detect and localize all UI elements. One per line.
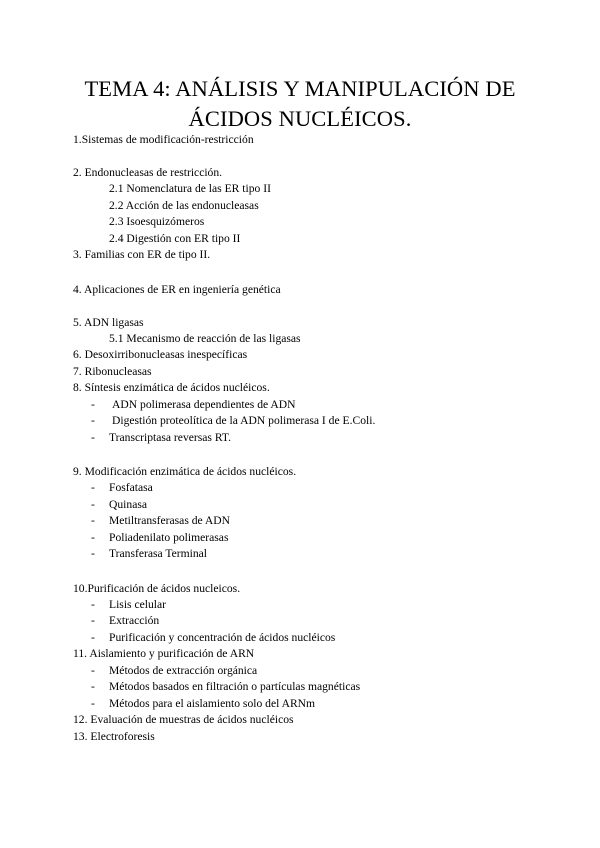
section-10-item: Purificación y concentración de ácidos nucléicos [109,631,336,644]
section-11: 11. Aislamiento y purificación de ARN [73,647,255,660]
section-13: 13. Electroforesis [73,730,155,743]
section-1: 1.Sistemas de modificación-restricción [73,133,254,146]
bullet-dash: - [91,431,95,444]
section-9-item: Metiltransferasas de ADN [109,514,231,527]
section-9-item: Transferasa Terminal [109,547,208,560]
section-8-item: ADN polimerasa dependientes de ADN [112,398,296,411]
section-11-item: Métodos basados en filtración o partículas magnéticas [109,680,361,693]
subsection-2-4: 2.4 Digestión con ER tipo II [109,232,241,245]
section-10: 10.Purificación de ácidos nucleicos. [73,582,241,595]
section-11-item: Métodos para el aislamiento solo del ARNm [109,697,316,710]
section-7: 7. Ribonucleasas [73,365,152,378]
section-8: 8. Síntesis enzimática de ácidos nucléicos. [73,381,270,394]
section-6: 6. Desoxirribonucleasas inespecíficas [73,348,248,361]
section-10-item: Extracción [109,614,160,627]
bullet-dash: - [91,664,95,677]
bullet-dash: - [91,547,95,560]
bullet-dash: - [91,631,95,644]
section-11-item: Métodos de extracción orgánica [109,664,258,677]
bullet-dash: - [91,481,95,494]
subsection-5-1: 5.1 Mecanismo de reacción de las ligasas [109,332,301,345]
section-10-item: Lisis celular [109,598,166,611]
section-4: 4. Aplicaciones de ER en ingeniería genética [73,283,281,296]
subsection-2-1: 2.1 Nomenclatura de las ER tipo II [109,182,271,195]
bullet-dash: - [91,614,95,627]
bullet-dash: - [91,398,95,411]
subsection-2-2: 2.2 Acción de las endonucleasas [109,199,259,212]
bullet-dash: - [91,514,95,527]
section-8-item: Transcriptasa reversas RT. [109,431,231,444]
title-line-1: TEMA 4: ANÁLISIS Y MANIPULACIÓN DE [84,76,516,101]
bullet-dash: - [91,414,95,427]
section-9-item: Quinasa [109,498,147,511]
document-title [0,74,600,134]
subsection-2-3: 2.3 Isoesquizómeros [109,215,205,228]
bullet-dash: - [91,531,95,544]
section-2: 2. Endonucleasas de restricción. [73,166,223,179]
title-line-2: ÁCIDOS NUCLÉICOS. [188,106,412,131]
bullet-dash: - [91,498,95,511]
bullet-dash: - [91,598,95,611]
section-9-item: Poliadenilato polimerasas [109,531,229,544]
bullet-dash: - [91,680,95,693]
bullet-dash: - [91,697,95,710]
section-3: 3. Familias con ER de tipo II. [73,248,211,261]
section-12: 12. Evaluación de muestras de ácidos nucléicos [73,713,294,726]
section-9: 9. Modificación enzimática de ácidos nucléicos. [73,465,297,478]
section-8-item: Digestión proteolítica de la ADN polimerasa I de E.Coli. [112,414,376,427]
section-9-item: Fosfatasa [109,481,153,494]
section-5: 5. ADN ligasas [73,316,144,329]
